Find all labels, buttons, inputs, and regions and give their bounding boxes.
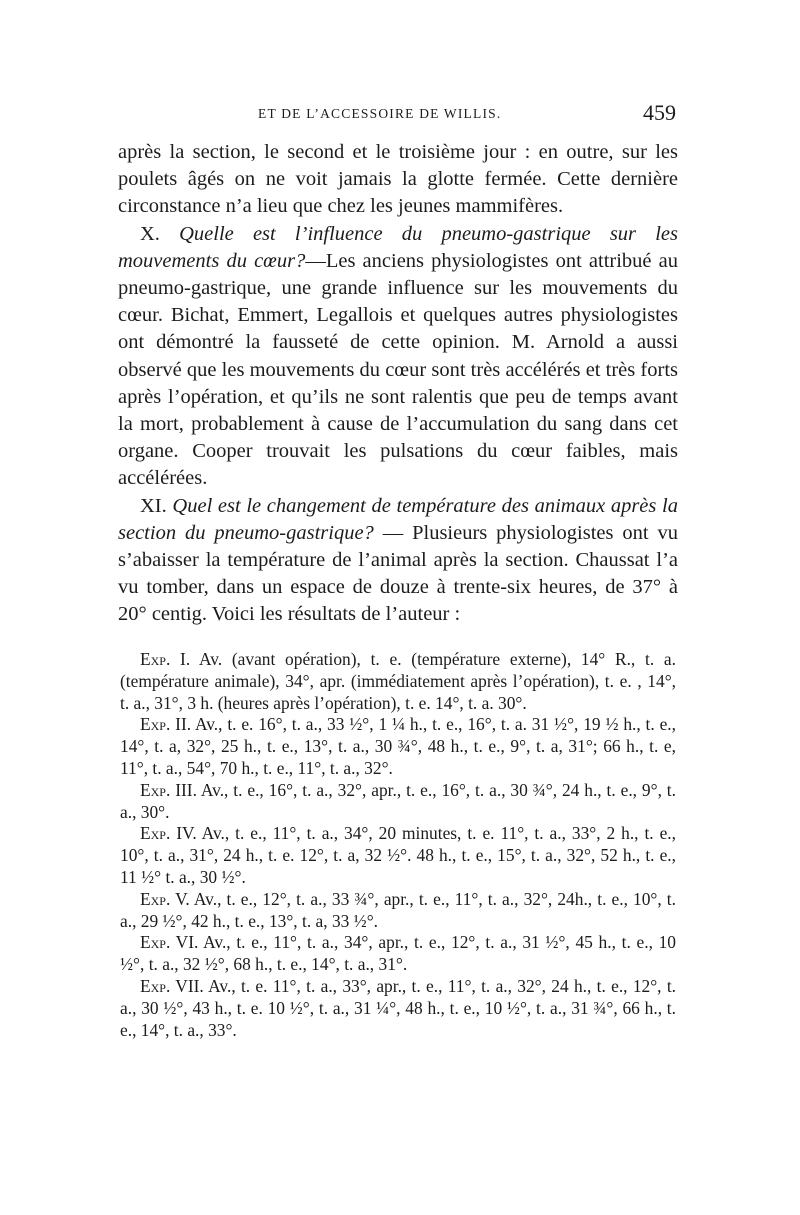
page-header <box>118 100 676 130</box>
section-x-number: X. <box>140 222 180 245</box>
section-xi-number: XI. <box>140 494 173 517</box>
section-x-title: Quelle est l’influence du pneumo-gastrique sur les mouvements du cœur? <box>118 222 678 272</box>
experiment-text: Av., t. e., 16°, t. a., 32°, apr., t. e., 16°, t. a., 30 ¾°, 24 h., t. e., 9°, t. a., 30°. <box>120 779 676 822</box>
section-xi <box>118 493 678 629</box>
section-x-text: —Les anciens physiologistes ont attribué au pneumo-gastrique, une grande influence sur les mouvements du cœur. Bichat, Emmert, Legallois et quelques autres physiologistes ont démontré la fausseté de cette opinion. M. Arnold a aussi observé que les mouvements du cœur sont très accélérés et très forts après l’opération, et qu’ils ne sont ralentis que peu de temps avant la mort, probablement à cause de l’accumulation du sang dans cet organe. Cooper trouvait les pulsations du cœur faibles, mais accélérées. <box>118 249 678 490</box>
experiment-entry <box>120 714 676 779</box>
experiment-text: Av., t. e., 11°, t. a., 34°, apr., t. e., 12°, t. a., 31 ½°, 45 h., t. e., 10 ½°, t. a., 32 ½°, 68 h., t. e., 14°, t. a., 31°. <box>120 932 676 975</box>
experiment-label: Exp. VII. <box>140 975 204 996</box>
experiment-label: Exp. V. <box>140 888 190 909</box>
running-title: ET DE L’ACCESSOIRE DE WILLIS. <box>258 106 502 121</box>
experiment-label: Exp. III. <box>140 779 197 800</box>
section-xi-title: Quel est le changement de température des animaux après la section du pneumo-gastrique? <box>118 494 678 544</box>
experiment-entry <box>120 932 676 976</box>
experiment-text: Av., t. e. 11°, t. a., 33°, apr., t. e., 11°, t. a., 32°, 24 h., t. e., 12°, t. a., 30 ½°, 43 h., t. e. 10 ½°, t. a., 31 ¼°, 48 h., t. e., 10 ½°, t. a., 31 ¾°, 66 h., t. e., 14°, t. a., 33°. <box>120 975 676 1040</box>
paragraph-continuation: après la section, le second et le troisième jour : en outre, sur les poulets âgés on ne voit jamais la glotte fermée. Cette dernière circonstance n’a lieu que chez les jeunes mammifères. <box>118 141 678 218</box>
body-text <box>118 139 678 629</box>
experiment-entry <box>120 649 676 714</box>
experiment-entry <box>120 976 676 1041</box>
page-number: 459 <box>643 100 676 125</box>
experiment-text: Av., t. e. 16°, t. a., 33 ½°, 1 ¼ h., t. e., 16°, t. a. 31 ½°, 19 ½ h., t. e., 14°, t. a, 32°, 25 h., t. e., 13°, t. a., 30 ¾°, 48 h., t. e., 9°, t. a, 31°; 66 h., t. e, 11°, t. a., 54°, 70 h., t. e., 11°, t. a., 32°. <box>120 714 676 778</box>
experiment-text: Av., t. e., 12°, t. a., 33 ¾°, apr., t. e., 11°, t. a., 32°, 24h., t. e., 10°, t. a., 29 ½°, 42 h., t. e., 13°, t. a, 33 ½°. <box>120 888 676 931</box>
experiment-label: Exp. I. <box>140 649 191 669</box>
experiment-label: Exp. II. <box>140 714 192 735</box>
experiment-text: Av., t. e., 11°, t. a., 34°, 20 minutes, t. e. 11°, t. a., 33°, 2 h., t. e., 10°, t. a., 31°, 24 h., t. e. 12°, t. a, 32 ½°. 48 h., t. e., 15°, t. a., 32°, 52 h., t. e., 11 ½° t. a., 30 ½°. <box>120 823 676 887</box>
experiments-list <box>120 649 676 1041</box>
section-x <box>118 221 678 493</box>
section-xi-text: — Plusieurs physiologistes ont vu s’abaisser la température de l’animal après la section. Chaussat l’a vu tomber, dans un espace de douze à trente-six heures, de 37° à 20° centig. Voici les résultats de l’auteur : <box>118 521 678 626</box>
experiment-label: Exp. IV. <box>140 823 197 844</box>
experiment-label: Exp. VI. <box>140 932 199 953</box>
experiment-entry <box>120 889 676 933</box>
experiment-text: Av. (avant opération), t. e. (température externe), 14° R., t. a. (température animale), 34°, apr. (immédiatement après l’opération), t. e. , 14°, t. a., 31°, 3 h. (heures après l’opération), t. e. 14°, t. a. 30°. <box>120 649 676 713</box>
experiment-entry <box>120 780 676 824</box>
experiment-entry <box>120 823 676 888</box>
